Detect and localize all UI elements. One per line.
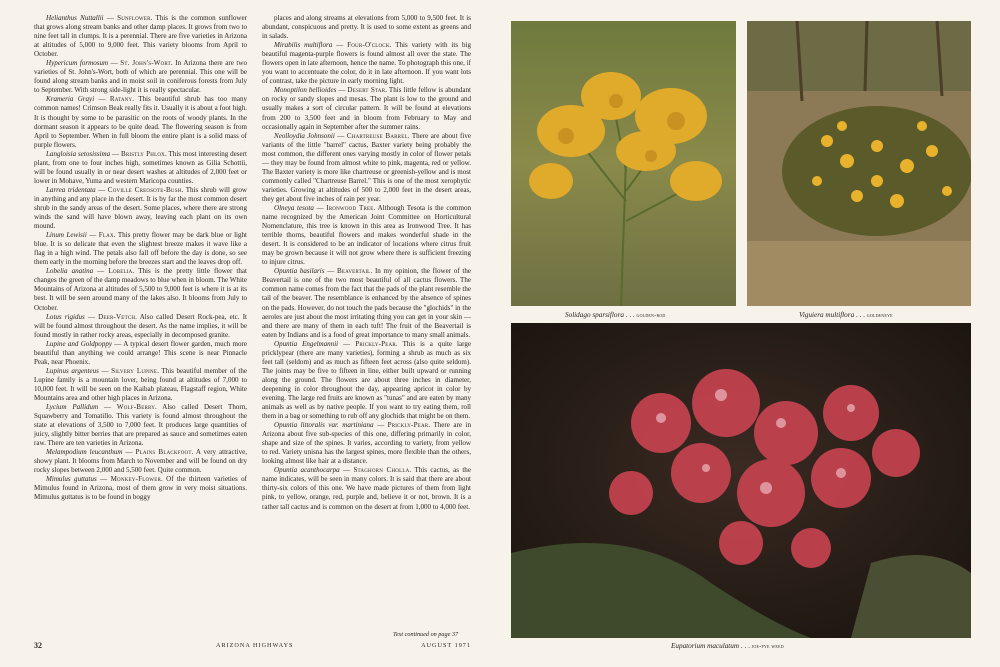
- species-description: This pretty flower may be dark blue or light blue. It is so delicate that even the slightest breeze makes it wave like a flag in a high wind. The petals also fall off before the day is done, so see them early in the morning before the breezes start and the leaves drop off.: [34, 231, 247, 267]
- species-latin-name: Opuntia Engelmannii: [274, 339, 339, 348]
- species-description: This shrub will grow in anything and any place in the desert. It is by far the most common desert shrub in the sandy areas of the desert. Some places, where there are strong winds the sand will have blown away, leaving each plant on its own mound.: [34, 185, 247, 231]
- species-entry: Monoptilon bellioides — Desert Star. This little fellow is abundant on rocky or sandy slopes and mesas. The plant is low to the ground and usually makes a sort of circular pattern. It will be found at elevations from 200 to 3,500 feet and in bloom from February to May and occasionally again in September after the summer rains.: [262, 86, 471, 131]
- species-common-name: Coville Creosote-Bush: [107, 185, 182, 194]
- species-latin-name: Lupine and Goldpoppy: [46, 339, 113, 348]
- goldeneye-caption: Viguiera multiflora . . . goldeneye: [799, 311, 893, 319]
- species-latin-name: Mirabilis multiflora: [274, 41, 333, 50]
- species-latin-name: Lotus rigidus: [46, 312, 85, 321]
- species-common-name: Desert Star: [347, 86, 386, 95]
- species-latin-name: Opuntia acanthocarpa: [274, 466, 340, 475]
- species-latin-name: Lupinus argenteus: [46, 366, 99, 375]
- text-column-middle: [262, 14, 471, 512]
- species-latin-name: Opuntia littoralis var. martiniana: [274, 421, 374, 430]
- species-description: Although Tesota is the common name recognized by the American Joint Committee on Horticultural Nomenclature, this tree is known in this area as Ironwood Tree. It has terrible thorns, beautiful flowers and makes wonderful shade in the desert. It is considered to be an indicator of locations where citrus fruit may be grown because it will not grow where there is sufficient freezing to injure citrus.: [262, 203, 472, 267]
- species-description: This little fellow is abundant on rocky or sandy slopes and mesas. The plant is low to the ground and usually makes a sort of circular pattern. It will be found at elevations from 200 to 3,500 feet and in bloom from February to May and occasionally again in September after the summer rains.: [262, 86, 471, 131]
- species-description: There are in Arizona about five sub-species of this one, differing primarily in color, shape and size of the spines. It varies, according to variety, from yellow to red. Variety unisna has the largest spines, more flexible than the others, looking almost like hair at a distance.: [262, 421, 471, 466]
- species-latin-name: Olneya tesota: [274, 203, 314, 212]
- species-description: Of the thirteen varieties of Mimulus found in Arizona, most of them grow in very moist situations. Mimulus guttatus is to be found in boggy: [34, 475, 248, 502]
- species-latin-name: Larrea tridentata: [46, 185, 96, 194]
- species-common-name: Staghorn Cholla: [353, 466, 410, 475]
- continued-note: Text continued on page 37: [393, 631, 459, 638]
- species-entry: Lupinus argenteus — Silvery Lupine. This beautiful member of the Lupine family is a mountain lover, being found at altitudes of 7,000 to 10,000 feet. It will be seen on the Kaibab plateau, Flagstaff region, White Mountains area and other high places in Arizona.: [34, 366, 247, 402]
- species-entry: Neolloydia Johnsonii — Chartreuse Barrel. There are about five variants of the little "barrel" cactus, Baxter variety being probably the most common, the different ones varying mostly in color of flower petals — they may be found from almost white to pink, magenta, red or yellow. The Baxter variety is more like chartreuse or greenish-yellow and is most commonly called "Chartreuse Barrel." This is one of the most xerophytic varieties. Growing at altitudes of 500 to 2,000 feet in the desert areas, they get about five inches of rain per year.: [262, 131, 471, 203]
- species-description: This is the pretty little flower that changes the green of the damp meadows to blue when in bloom. The White Mountains of Arizona at altitudes of 5,500 to 9,000 feet is where it is at its best. It will be seen around many of the lakes also. It blooms from July to October.: [34, 267, 247, 312]
- species-common-name: Monkey-Flower: [110, 475, 161, 484]
- species-description: This is the common sunflower that grows along stream banks and other damp places. It grows from two to nine feet tall in clumps. It is a perennial. There are five varieties in Arizona at altitudes of 5,000 to 9,000 feet. This variety blooms from April to October.: [34, 14, 247, 59]
- species-latin-name: Lobelia anatina: [46, 267, 94, 276]
- species-description: This variety with its big beautiful magenta-purple flowers is found almost all over the state. The flowers open in late afternoon, hence the name. To photograph this one, if you want to accentuate the color, do it in late afternoon. If you want lots of contrast, take the picture in early morning light.: [262, 41, 471, 86]
- species-description: In my opinion, the flower of the Beavertail is one of the two most beautiful of all cactus flowers. The common name comes from the fact that the pads of the plant resemble the tail of the beaver. The resemblance is enhanced by the absence of spines on the pads. However, do not touch the pads because the "glochids" in the aeroles are just about the most irritating thing you can get in your skin — and there are many of them in each tuft! The fruit of the Beavertail is eaten by Indians and is a food of great importance to many small animals.: [262, 267, 471, 339]
- text-column-left: [34, 14, 247, 503]
- page-footer: [34, 641, 471, 651]
- species-entry: Lobelia anatina — Lobelia. This is the pretty little flower that changes the green of the damp meadows to blue when in bloom. The White Mountains of Arizona at altitudes of 5,500 to 9,000 feet is where it is at its best. It will be seen around many of the lakes also. It blooms from July to October.: [34, 267, 247, 312]
- species-entry: Lupine and Goldpoppy — A typical desert flower garden, much more beautiful than anything we could arrange! This scene is near Pinnacle Peak, near Phoenix.: [34, 339, 248, 366]
- page-number: 32: [34, 641, 42, 650]
- joe-pye-weed-caption: Eupatorium maculatum . . . joe-pye weed: [671, 642, 784, 650]
- species-common-name: Deer-Vetch: [98, 312, 136, 321]
- species-description: This most interesting desert plant, from one to four inches high, sometimes known as Gilia Schottii, will be found usually in or near desert washes at altitudes of 2,000 feet or lower in Mohave, Yuma and western Maricopa counties.: [34, 149, 247, 185]
- species-latin-name: Monoptilon bellioides: [274, 86, 337, 95]
- species-latin-name: Helianthus Nuttallii: [46, 14, 104, 22]
- species-entry: Hypericum formosum — St. John's-Wort. In Arizona there are two varieties of St. John's-Wort, both of which are perennial. This one will be found along stream banks and in moist soil in coniferous forests from July to September. With strong side-light it is really spectacular.: [34, 59, 247, 95]
- goldenrod-photo: [511, 21, 736, 306]
- species-entry: Larrea tridentata — Coville Creosote-Bush. This shrub will grow in anything and any place in the desert. It is by far the most common desert shrub in the sandy areas of the desert. Some places, where there are strong winds the sand will have blown away, leaving each plant on its own mound.: [34, 185, 247, 231]
- species-latin-name: Lycium Pallidum: [46, 403, 99, 412]
- species-entry: Linum Lewisii — Flax. This pretty flower may be dark blue or light blue. It is so delicate that even the slightest breeze makes it wave like a flag in a high wind. The petals also fall off before the day is done, so see them early in the morning before the breezes start and the leaves drop off.: [34, 231, 247, 267]
- species-latin-name: Krameria Grayi: [46, 95, 95, 104]
- species-latin-name: Hypericum formosum: [46, 59, 109, 68]
- species-entry: Olneya tesota — Ironwood Tree. Although Tesota is the common name recognized by the American Joint Committee on Horticultural Nomenclature, this tree is known in this area as Ironwood Tree. It has terrible thorns, beautiful flowers and makes wonderful shade in the desert. It is considered to be an indicator of locations where citrus fruit may be grown because it will not grow where there is sufficient freezing to injure citrus.: [262, 203, 472, 267]
- species-common-name: Prickly-Pear: [387, 421, 429, 430]
- species-entry: Opuntia basilaris — Beavertail. In my opinion, the flower of the Beavertail is one of the two most beautiful of all cactus flowers. The common name comes from the fact that the pads of the plant resemble the tail of the beaver. The resemblance is enhanced by the absence of spines on the pads. However, do not touch the pads because the "glochids" in the aeroles are just about the most irritating thing you can get in your skin — and there are many of them in each tuft! The fruit of the Beavertail is eaten by Indians and is a food of great importance to many small animals.: [262, 267, 471, 339]
- species-entry: Mimulus guttatus — Monkey-Flower. Of the thirteen varieties of Mimulus found in Arizona, most of them grow in very moist situations. Mimulus guttatus is to be found in boggy: [34, 475, 248, 502]
- species-latin-name: Mimulus guttatus: [46, 475, 97, 484]
- species-latin-name: Neolloydia Johnsonii: [274, 131, 335, 140]
- species-common-name: Chartreuse Barrel: [346, 131, 408, 140]
- species-common-name: Flax: [98, 231, 114, 240]
- species-common-name: Plains Blackfoot: [135, 448, 192, 457]
- species-common-name: Prickly-Pear: [355, 339, 396, 348]
- species-common-name: Bristly Phlox: [120, 149, 165, 158]
- species-common-name: Silvery Lupine: [111, 366, 158, 375]
- species-latin-name: Langloisia setosissima: [46, 149, 111, 158]
- species-entry: Langloisia setosissima — Bristly Phlox. This most interesting desert plant, from one to four inches high, sometimes known as Gilia Schottii, will be found usually in or near desert washes at altitudes of 2,000 feet or lower in Mohave, Yuma and western Maricopa counties.: [34, 149, 247, 185]
- species-description: This is a quite large pricklypear (there are many varieties), forming a shrub as much as six feet tall (seldom) and as much as fifteen feet across (also quite seldom). The joints may be five to fifteen in line, either built upward or running along the ground. The flowers are about three inches in diameter, deepening in color throughout the day, appearing apricot in color by evening. The large red fruits are known as "tunas" and are eaten by many animals as well as by native people. If you want to try eating them, roll them in a bag or something to rub off any glochids that might be on them.: [262, 339, 472, 421]
- magazine-name: ARIZONA HIGHWAYS: [216, 642, 294, 649]
- species-description: A typical desert flower garden, much more beautiful than anything we could arrange! This scene is near Pinnacle Peak, near Phoenix.: [34, 339, 248, 366]
- species-common-name: Four-O'clock: [347, 41, 390, 50]
- species-description: Also called Desert Thorn, Squawberry and Tomatillo. This variety is found almost throughout the state at elevations of 3,500 to 7,000 feet. It produces large quantities of juicy, slightly bitter berries that are prepared as sauce and sometimes eaten raw. There are ten varieties in Arizona.: [34, 403, 248, 448]
- species-description: This beautiful member of the Lupine family is a mountain lover, being found at altitudes of 7,000 to 10,000 feet. It will be seen on the Kaibab plateau, Flagstaff region, White Mountains area and other high places in Arizona.: [34, 366, 247, 402]
- goldenrod-caption: Solidago sparsiflora . . . golden-rod: [565, 311, 666, 319]
- species-entry: Lycium Pallidum — Wolf-Berry. Also called Desert Thorn, Squawberry and Tomatillo. This variety is found almost throughout the state at elevations of 3,500 to 7,000 feet. It produces large quantities of juicy, slightly bitter berries that are prepared as sauce and sometimes eaten raw. There are ten varieties in Arizona.: [34, 403, 248, 448]
- species-description: Also called Desert Rock-pea, etc. It will be found almost throughout the desert. As the name implies, it will be found mostly in rather rocky areas, especially in decomposed granite.: [34, 312, 247, 339]
- species-latin-name: Opuntia basilaris: [274, 267, 325, 276]
- goldeneye-photo: [747, 21, 971, 306]
- species-description: In Arizona there are two varieties of St. John's-Wort, both of which are perennial. This one will be found along stream banks and in moist soil in coniferous forests from July to September. With strong side-light it is really spectacular.: [34, 59, 247, 95]
- species-common-name: Wolf-Berry: [116, 403, 156, 412]
- species-description: There are about five variants of the little "barrel" cactus, Baxter variety being probably the most common, the different ones varying mostly in color of flower petals — they may be found from almost white to pink, magenta, red or yellow. The Baxter variety is more like chartreuse or greenish-yellow and is most commonly called "Chartreuse Barrel." This is one of the most xerophytic varieties. Growing at altitudes of 500 to 2,000 feet in the desert areas, they get about five inches of rain per year.: [262, 131, 471, 203]
- species-entry: [262, 14, 471, 41]
- species-description: places and along streams at elevations from 5,000 to 9,500 feet. It is abundant, conspicuous and pretty. It is used to some extent as greens and in salads.: [262, 14, 471, 41]
- species-common-name: Ironwood Tree: [326, 203, 374, 212]
- species-common-name: Beavertail: [337, 267, 371, 276]
- species-entry: Opuntia Engelmannii — Prickly-Pear. This is a quite large pricklypear (there are many varieties), forming a shrub as much as six feet tall (seldom) and as much as fifteen feet across (also quite seldom). The joints may be five to fifteen in line, either built upward or running along the ground. The flowers are about three inches in diameter, deepening in color throughout the day, appearing apricot in color by evening. The large red fruits are known as "tunas" and are eaten by many animals as well as by native people. If you want to try eating them, roll them in a bag or something to rub off any glochids that might be on them.: [262, 339, 472, 421]
- species-description: This beautiful shrub has too many common names! Crimson Beak really fits it. Usually it is about a foot high. It is thought by some to be parasitic on the roots of woody plants. In the dormant season it appears to be quite dead. The flowering season is from April to September. When in full bloom the entire plant is a solid mass of purple flowers.: [34, 95, 247, 149]
- species-entry: Lotus rigidus — Deer-Vetch. Also called Desert Rock-pea, etc. It will be found almost throughout the desert. As the name implies, it will be found mostly in rather rocky areas, especially in decomposed granite.: [34, 312, 247, 339]
- species-description: A very attractive, showy plant. It blooms from March to November and will be found on dry rocky slopes between 2,000 and 5,500 feet. Quite common.: [34, 448, 247, 475]
- species-latin-name: Linum Lewisii: [46, 231, 87, 240]
- species-entry: Opuntia acanthocarpa — Staghorn Cholla. This cactus, as the name indicates, will be seen in many colors. It is said that there are about thirty-six colors of this one. We have made pictures of them from light pink, to yellow, orange, red, purple and, believe it or not, brown. It is a rather tall cactus and is common on the desert at from 1,000 to 4,000 feet.: [262, 466, 471, 511]
- species-entry: Opuntia littoralis var. martiniana — Prickly-Pear. There are in Arizona about five sub-species of this one, differing primarily in color, shape and size of the spines. It varies, according to variety, from yellow to red. Variety unisna has the largest spines, more flexible than the others, looking almost like hair at a distance.: [262, 421, 471, 466]
- species-common-name: Sunflower: [117, 14, 151, 22]
- species-entry: Krameria Grayi — Ratany. This beautiful shrub has too many common names! Crimson Beak really fits it. Usually it is about a foot high. It is thought by some to be parasitic on the roots of woody plants. In the dormant season it appears to be quite dead. The flowering season is from April to September. When in full bloom the entire plant is a solid mass of purple flowers.: [34, 95, 247, 149]
- joe-pye-weed-photo: [511, 323, 971, 638]
- species-entry: Helianthus Nuttallii — Sunflower. This is the common sunflower that grows along stream banks and other damp places. It grows from two to nine feet tall in clumps. It is a perennial. There are five varieties in Arizona at altitudes of 5,000 to 9,000 feet. This variety blooms from April to October.: [34, 14, 247, 59]
- species-entry: Melampodium leucanthum — Plains Blackfoot. A very attractive, showy plant. It blooms from March to November and will be found on dry rocky slopes between 2,000 and 5,500 feet. Quite common.: [34, 448, 247, 475]
- species-common-name: St. John's-Wort: [120, 59, 171, 68]
- species-latin-name: Melampodium leucanthum: [46, 448, 123, 457]
- species-description: This cactus, as the name indicates, will be seen in many colors. It is said that there are about thirty-six colors of this one. We have made pictures of them from light pink, to yellow, orange, red, purple and, believe it or not, brown. It is a rather tall cactus and is common on the desert at from 1,000 to 4,000 feet.: [262, 466, 471, 511]
- species-entry: Mirabilis multiflora — Four-O'clock. This variety with its big beautiful magenta-purple flowers is found almost all over the state. The flowers open in late afternoon, hence the name. To photograph this one, if you want to accentuate the color, do it in late afternoon. If you want lots of contrast, take the picture in early morning light.: [262, 41, 471, 86]
- issue-date: AUGUST 1971: [421, 642, 471, 649]
- species-common-name: Ratany: [109, 95, 133, 104]
- species-common-name: Lobelia: [108, 267, 133, 276]
